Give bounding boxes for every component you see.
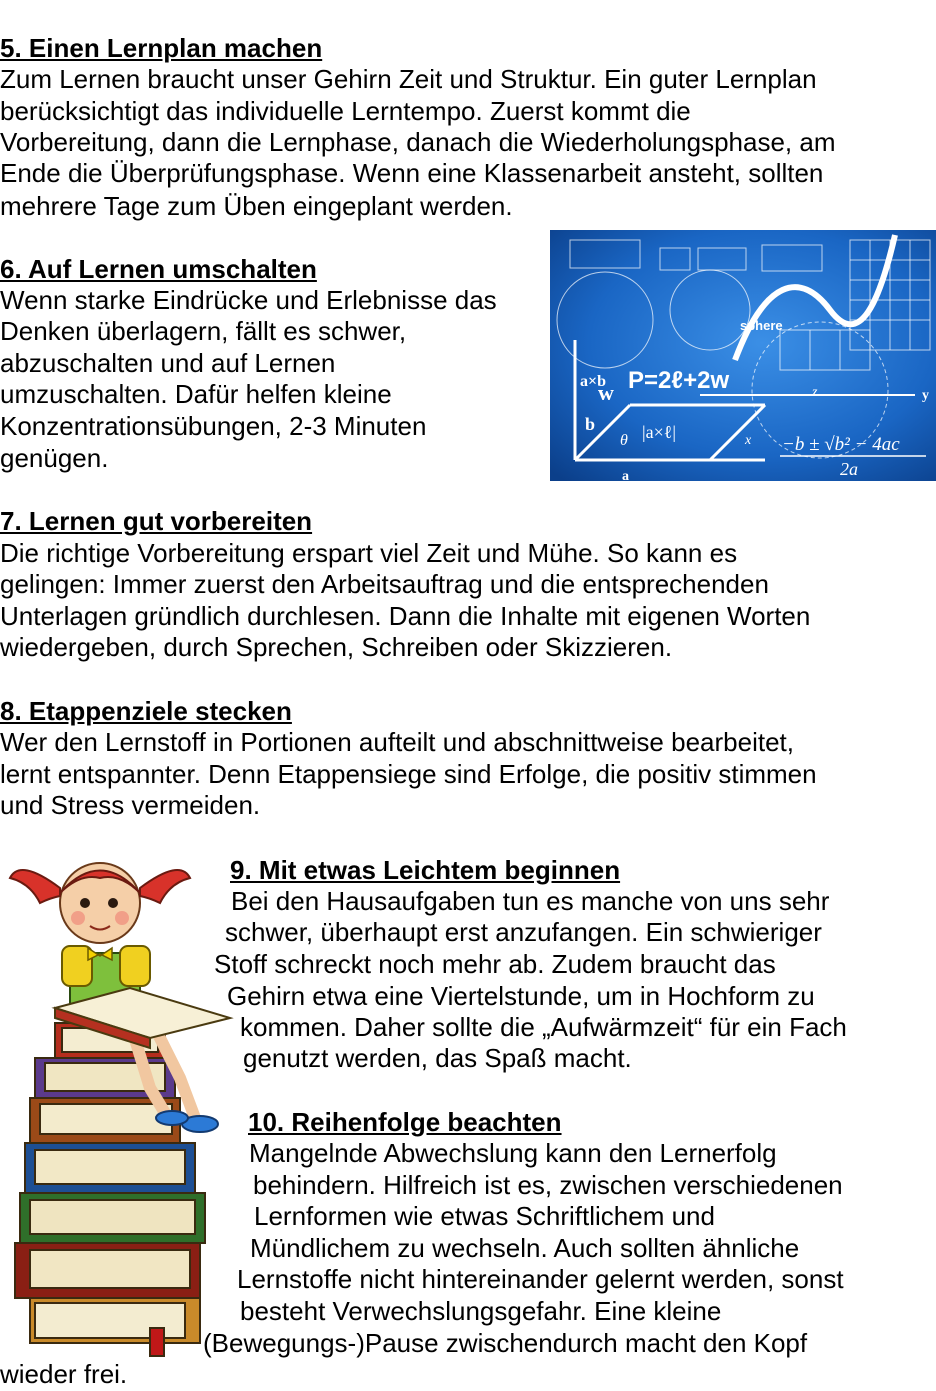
section-8-line: Wer den Lernstoff in Portionen aufteilt und abschnittweise bearbeitet, [0,727,794,757]
sphere-label: sphere [740,318,783,333]
section-6-line: umzuschalten. Dafür helfen kleine [0,379,392,409]
section-8-line: und Stress vermeiden. [0,790,261,820]
label-b: b [585,414,596,434]
section-5-line: Vorbereitung, dann die Lernphase, danach die Wiederholungsphase, am [0,127,836,157]
axis-y-label: y [922,388,929,403]
section-10-line: behindern. Hilfreich ist es, zwischen verschiedenen [253,1170,843,1200]
heading-section-9: 9. Mit etwas Leichtem beginnen [230,855,621,885]
section-9-line: Stoff schreckt noch mehr ab. Zudem braucht das [214,949,776,979]
section-10-line: Lernformen wie etwas Schriftlichem und [254,1201,715,1231]
x-label: x [745,433,752,448]
section-9-line: Bei den Hausaufgaben tun es manche von uns sehr [231,886,830,916]
section-9-line: schwer, überhaupt erst anzufangen. Ein schwieriger [225,917,822,947]
section-5-line: mehrere Tage zum Üben eingeplant werden. [0,191,513,221]
z-label: z [812,385,818,400]
section-5-line: berücksichtigt das individuelle Lerntempo. Zuerst kommt die [0,96,691,126]
section-8-line: lernt entspannter. Denn Etappensiege sind Erfolge, die positiv stimmen [0,759,817,789]
label-a: a [622,469,629,481]
quadratic-denominator: 2a [840,459,858,479]
area-formula: P=2ℓ+2w [628,367,730,394]
section-9-line: genutzt werden, das Spaß macht. [243,1043,632,1073]
section-10-line: Mündlichem zu wechseln. Auch sollten ähnliche [250,1233,800,1263]
section-6-line: genügen. [0,443,109,473]
heading-section-8: 8. Etappenziele stecken [0,696,292,726]
section-7-line: Die richtige Vorbereitung erspart viel Zeit und Mühe. So kann es [0,538,738,568]
heading-section-10: 10. Reihenfolge beachten [248,1107,562,1137]
a-times-b-label: a×b [580,373,607,390]
section-10-line: Mangelnde Abwechslung kann den Lernerfolg [249,1138,777,1168]
section-9-line: Gehirn etwa eine Viertelstunde, um in Hochform zu [227,981,815,1011]
section-9-line: kommen. Daher sollte die „Aufwärmzeit“ für ein Fach [240,1012,847,1042]
heading-section-6: 6. Auf Lernen umschalten [0,254,317,284]
section-7-line: Unterlagen gründlich durchlesen. Dann die Inhalte mit eigenen Worten [0,601,811,631]
girl-books-svg [0,848,236,1358]
section-6-line: Denken überlagern, fällt es schwer, [0,316,407,346]
section-5-line: Zum Lernen braucht unser Gehirn Zeit und Struktur. Ein guter Lernplan [0,64,817,94]
theta-label: θ [620,432,628,449]
section-10-line: (Bewegungs-)Pause zwischendurch macht den Kopf [203,1328,808,1358]
section-6-line: abzuschalten und auf Lernen [0,348,336,378]
heading-section-5: 5. Einen Lernplan machen [0,33,323,63]
section-7-line: wiedergeben, durch Sprechen, Schreiben oder Skizzieren. [0,632,673,662]
section-6-line: Wenn starke Eindrücke und Erlebnisse das [0,285,497,315]
section-10-line: Lernstoffe nicht hintereinander gelernt werden, sonst [237,1264,844,1294]
section-10-line: wieder frei. [0,1359,128,1389]
math-formulas-svg [550,230,936,481]
section-6-line: Konzentrationsübungen, 2-3 Minuten [0,411,427,441]
w-label: w [598,380,614,405]
girl-reading-on-books-illustration [0,848,236,1358]
section-5-line: Ende die Überprüfungsphase. Wenn eine Klassenarbeit ansteht, sollten [0,158,824,188]
section-10-line: besteht Verwechslungsgefahr. Eine kleine [240,1296,722,1326]
abs-formula: |a×ℓ| [642,422,676,442]
section-7-line: gelingen: Immer zuerst den Arbeitsauftrag und die entsprechenden [0,569,769,599]
quadratic-numerator: −b ± √b² − 4ac [782,434,900,455]
math-formulas-illustration [550,230,936,481]
heading-section-7: 7. Lernen gut vorbereiten [0,506,313,536]
